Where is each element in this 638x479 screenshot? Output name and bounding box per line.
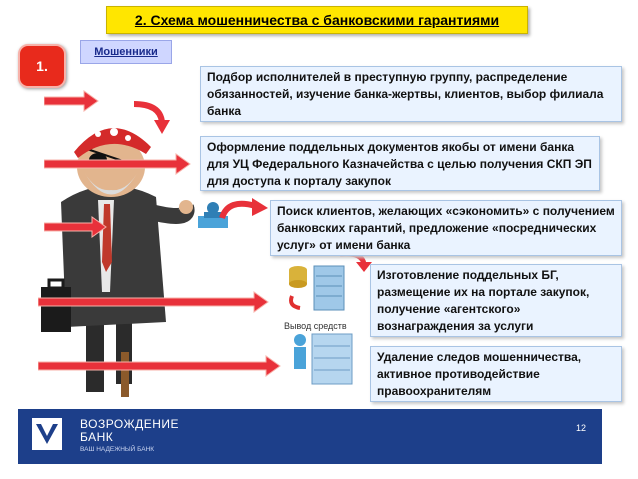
step-box-2: Оформление поддельных документов якобы от имени банка для УЦ Федерального Казначейства с целью получения СКП ЭП для доступа к порталу закупок bbox=[200, 136, 600, 191]
bank-slogan: ВАШ НАДЕЖНЫЙ БАНК bbox=[80, 446, 155, 453]
bank-name-line1: ВОЗРОЖДЕНИЕ bbox=[80, 417, 180, 431]
curved-arrow-2 bbox=[218, 196, 270, 232]
step-badge: 1. bbox=[18, 44, 66, 88]
step-box-5: Удаление следов мошенничества, активное противодействие правоохранителям bbox=[370, 346, 622, 402]
page-number: 12 bbox=[576, 423, 587, 433]
arrow-1 bbox=[44, 90, 100, 112]
step-box-1: Подбор исполнителей в преступную группу, распределение обязанностей, изучение банка-жертвы, клиентов, выбор филиала банка bbox=[200, 66, 622, 122]
actor-tag: Мошенники bbox=[80, 40, 172, 64]
bank-name-line2: БАНК bbox=[80, 430, 114, 444]
bank-logo-icon bbox=[32, 418, 62, 450]
arrow-2 bbox=[44, 153, 192, 175]
arrow-5 bbox=[38, 355, 282, 377]
computer-user-icon bbox=[290, 330, 360, 390]
step-box-4: Изготовление поддельных БГ, размещение их на портале закупок, получение «агентского» вознаграждения за услуги bbox=[370, 264, 622, 337]
arrow-4 bbox=[38, 291, 270, 313]
server-caption: Вывод средств bbox=[284, 321, 347, 331]
curved-arrow-1 bbox=[132, 100, 172, 136]
page-title: 2. Схема мошенничества с банковскими гарантиями bbox=[106, 6, 528, 34]
step-box-3: Поиск клиентов, желающих «сэкономить» с получением банковских гарантий, предложение «посреднических услуг» от имени банка bbox=[270, 200, 622, 256]
arrow-3 bbox=[44, 216, 108, 238]
